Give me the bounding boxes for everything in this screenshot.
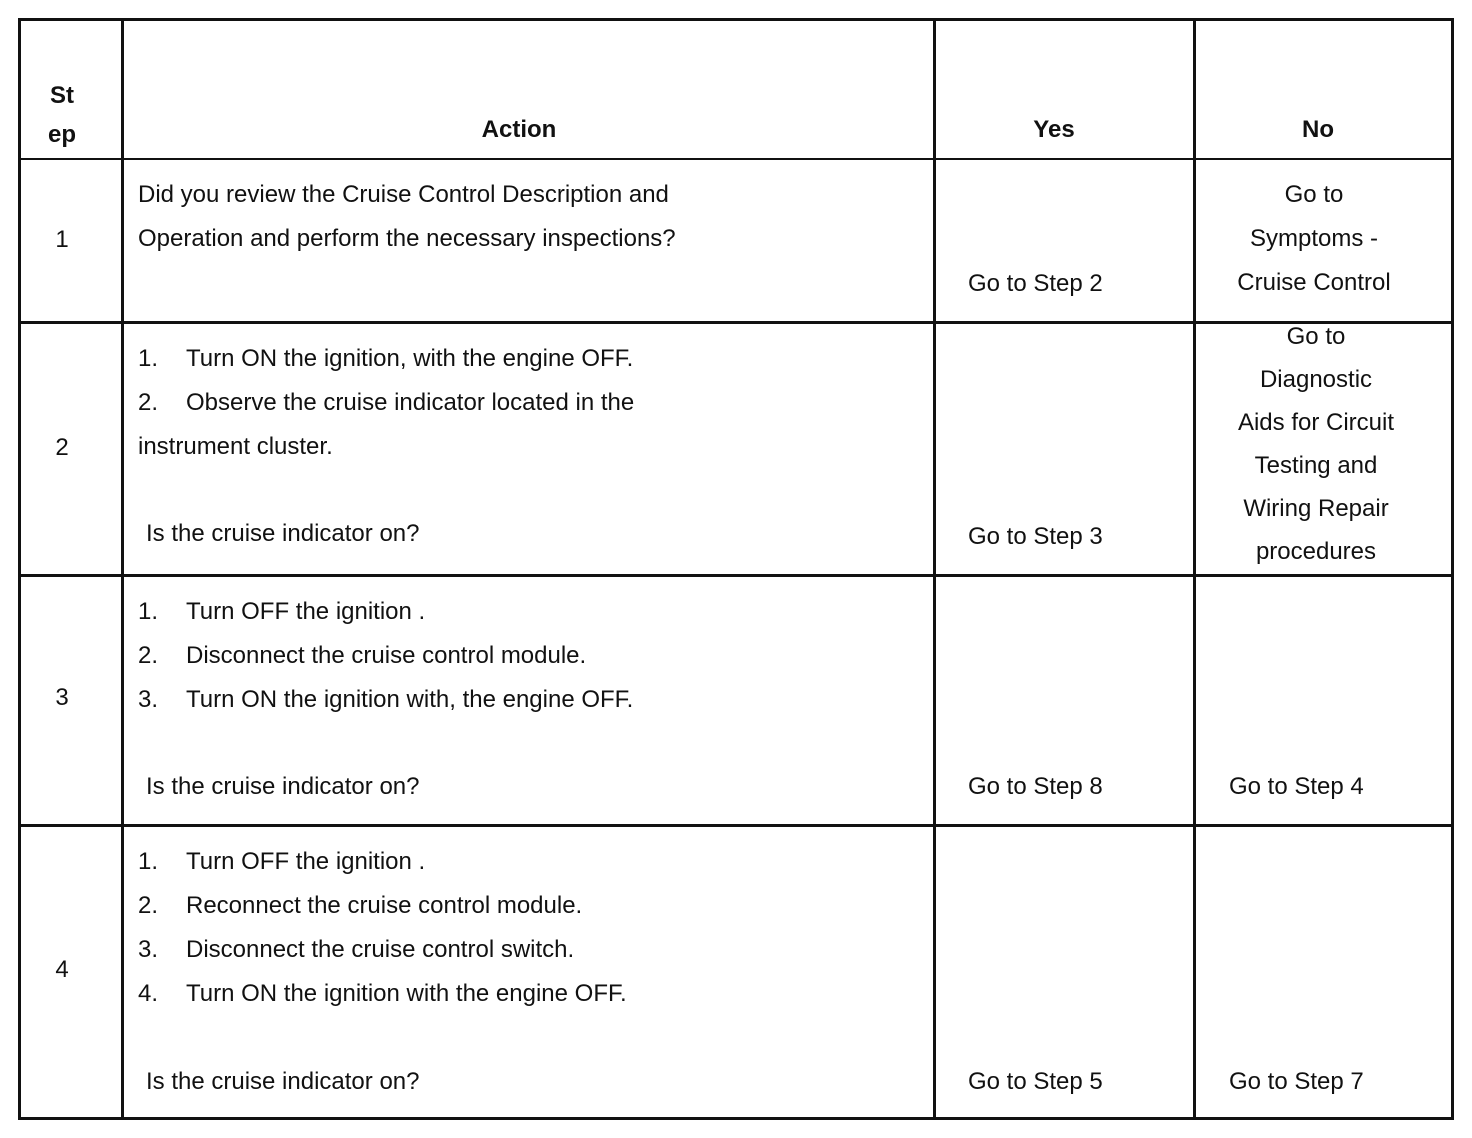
row-3-step: 3 xyxy=(55,684,69,711)
row-2-action-item-1 xyxy=(138,337,634,381)
row-3-yes: Go to Step 8 xyxy=(968,773,1103,800)
row-2-no-line-2: Diagnostic xyxy=(1259,366,1373,393)
row-2-item-2-number: 2. xyxy=(138,389,159,416)
row-3-item-1-text: Turn OFF the ignition . xyxy=(186,598,426,625)
header-step-line1: St xyxy=(50,82,74,109)
row-2-no-line-5: Wiring Repair xyxy=(1243,495,1389,522)
row-3-item-2-number: 2. xyxy=(138,642,159,669)
row-3-question: Is the cruise indicator on? xyxy=(146,773,420,800)
row-4-action xyxy=(138,840,627,1016)
header-divider xyxy=(21,158,1451,160)
row-4-action-item-3 xyxy=(138,928,627,972)
row-2-no-line-4: Testing and xyxy=(1254,452,1378,479)
column-divider-step xyxy=(121,21,124,1117)
header-step xyxy=(22,76,102,154)
row-4-item-4-number: 4. xyxy=(138,980,159,1007)
row-1-no-line-1: Go to xyxy=(1284,181,1344,208)
row-4-step: 4 xyxy=(55,956,69,983)
row-3-action xyxy=(138,590,633,722)
header-yes: Yes xyxy=(1033,116,1075,143)
header-action: Action xyxy=(481,116,557,143)
row-2-step: 2 xyxy=(55,434,69,461)
row-4-no: Go to Step 7 xyxy=(1229,1068,1364,1095)
row-4-action-item-4 xyxy=(138,972,627,1016)
row-2-action xyxy=(138,337,634,469)
row-2-item-1-text: Turn ON the ignition, with the engine OFF. xyxy=(186,345,634,372)
row-1-yes: Go to Step 2 xyxy=(968,270,1103,297)
row-4-action-item-2 xyxy=(138,884,627,928)
header-step-line2: ep xyxy=(47,121,76,148)
row-2-yes: Go to Step 3 xyxy=(968,523,1103,550)
row-3-no: Go to Step 4 xyxy=(1229,773,1364,800)
row-4-item-1-number: 1. xyxy=(138,848,159,875)
row-3-item-3-text: Turn ON the ignition with, the engine OFF. xyxy=(186,686,634,713)
row-2-question: Is the cruise indicator on? xyxy=(146,520,420,547)
row-3-item-1-number: 1. xyxy=(138,598,159,625)
row-3-item-3-number: 3. xyxy=(138,686,159,713)
row-4-yes: Go to Step 5 xyxy=(968,1068,1103,1095)
row-3-action-item-1 xyxy=(138,590,633,634)
row-2-no xyxy=(1194,315,1438,573)
row-4-item-1-text: Turn OFF the ignition . xyxy=(186,848,426,875)
row-2-item-2-text: Observe the cruise indicator located in the xyxy=(186,389,635,416)
column-divider-action xyxy=(933,21,936,1117)
row-2-no-line-6: procedures xyxy=(1255,538,1377,565)
row-4-item-3-text: Disconnect the cruise control switch. xyxy=(186,936,575,963)
row-2-action-continuation: instrument cluster. xyxy=(138,433,333,460)
row-4-action-item-1 xyxy=(138,840,627,884)
row-divider-3 xyxy=(21,824,1451,827)
row-1-action-line-1: Did you review the Cruise Control Description and xyxy=(138,181,669,208)
row-3-action-item-2 xyxy=(138,634,633,678)
row-2-item-1-number: 1. xyxy=(138,345,159,372)
header-no: No xyxy=(1302,116,1334,143)
row-4-item-2-text: Reconnect the cruise control module. xyxy=(186,892,583,919)
row-divider-2 xyxy=(21,574,1451,577)
row-4-item-2-number: 2. xyxy=(138,892,159,919)
row-1-action-line-2: Operation and perform the necessary inspections? xyxy=(138,225,676,252)
row-1-no xyxy=(1194,173,1434,305)
row-1-no-line-3: Cruise Control xyxy=(1237,269,1391,296)
row-4-question: Is the cruise indicator on? xyxy=(146,1068,420,1095)
row-1-action xyxy=(138,173,676,261)
row-1-no-line-2: Symptoms - xyxy=(1249,225,1378,252)
row-3-action-item-3 xyxy=(138,678,633,722)
row-1-step: 1 xyxy=(55,226,69,253)
row-2-no-line-3: Aids for Circuit xyxy=(1237,409,1395,436)
row-4-item-4-text: Turn ON the ignition with the engine OFF. xyxy=(186,980,627,1007)
row-2-action-item-2 xyxy=(138,381,634,425)
row-3-item-2-text: Disconnect the cruise control module. xyxy=(186,642,587,669)
row-2-no-line-1: Go to xyxy=(1286,323,1346,350)
row-4-item-3-number: 3. xyxy=(138,936,159,963)
